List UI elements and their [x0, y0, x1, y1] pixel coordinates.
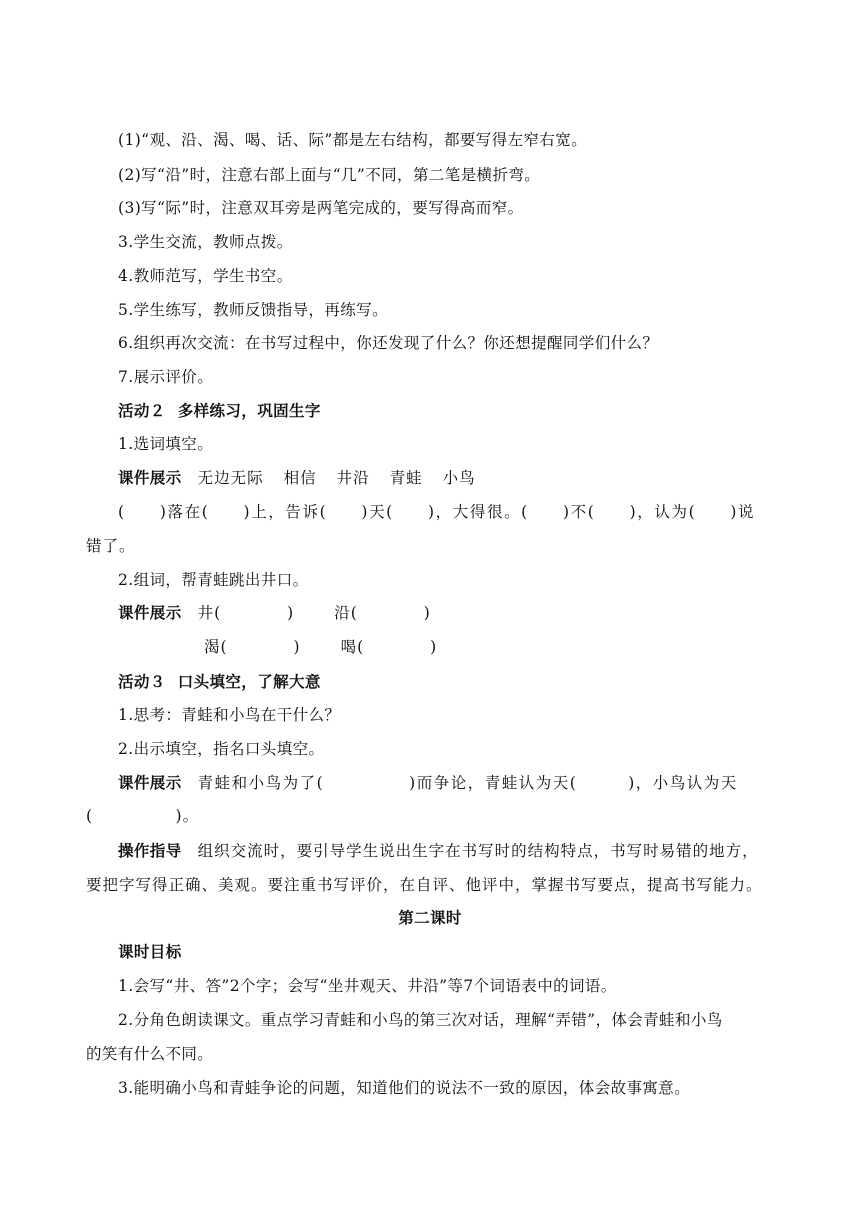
guide-line-2: 要把字写得正确、美观。要注重书写评价，在自评、他评中，掌握书写要点，提高书写能力。 [86, 876, 763, 894]
item-step-4: 4.教师范写，学生书空。 [118, 267, 293, 285]
activity3-heading [118, 672, 321, 692]
activity3-title: 口头填空，了解大意 [177, 673, 321, 691]
word-option: 青蛙 [389, 469, 423, 487]
activity3-label: 活动３ [118, 673, 166, 691]
cloze-line-1: ( )落在( )上，告诉( )天( )，大得很。( )不( )，认为( )说 [118, 503, 756, 521]
char-ke-blank: 渴( ) [204, 638, 301, 656]
activity2-chars-row2 [204, 637, 437, 657]
word-option: 相信 [283, 469, 317, 487]
word-option: 小鸟 [442, 469, 476, 487]
courseware-label: 课件展示 [118, 604, 182, 622]
activity2-heading [118, 401, 321, 421]
activity2-title: 多样练习，巩固生字 [177, 402, 321, 420]
cloze-line-2: 错了。 [86, 537, 136, 555]
item-step-6: 6.组织再次交流：在书写过程中，你还发现了什么？你还想提醒同学们什么？ [118, 334, 659, 352]
lesson2-goal-3: 3.能明确小鸟和青蛙争论的问题，知道他们的说法不一致的原因，体会故事寓意。 [118, 1079, 691, 1097]
guide-text: 组织交流时，要引导学生说出生字在书写时的结构特点，书写时易错的地方， [197, 842, 759, 860]
item-ji-note: (3)写“际”时，注意双耳旁是两笔完成的，要写得高而窄。 [118, 199, 524, 217]
fill-line-1: 青蛙和小鸟为了( )而争论，青蛙认为天( )，小鸟认为天 [197, 774, 738, 792]
activity2-step2: 2.组词，帮青蛙跳出井口。 [118, 571, 309, 589]
char-he-blank: 喝( ) [340, 638, 438, 656]
guide-line-1 [118, 841, 759, 861]
lesson2-goal-2-line2: 的笑有什么不同。 [86, 1045, 214, 1063]
word-option: 无边无际 [197, 469, 264, 487]
item-structure-note: (1)“观、沿、渴、喝、话、际”都是左右结构，都要写得左窄右宽。 [118, 131, 588, 149]
courseware-label: 课件展示 [118, 774, 182, 792]
lesson2-heading: 第二课时 [398, 909, 462, 927]
activity3-step1: 1.思考：青蛙和小鸟在干什么？ [118, 706, 341, 724]
item-step-5: 5.学生练写，教师反馈指导，再练写。 [118, 301, 388, 319]
lesson2-goal-2-line1: 2.分角色朗读课文。重点学习青蛙和小鸟的第三次对话，理解“弄错”，体会青蛙和小鸟 [118, 1011, 723, 1029]
activity3-step2: 2.出示填空，指名口头填空。 [118, 740, 325, 758]
guide-label: 操作指导 [118, 842, 182, 860]
fill-line-2: ( )。 [86, 807, 200, 825]
courseware-label: 课件展示 [118, 469, 182, 487]
char-jing-blank: 井( ) [197, 604, 295, 622]
activity2-courseware-words [118, 468, 476, 488]
lesson2-goals-title: 课时目标 [118, 943, 182, 961]
item-step-7: 7.展示评价。 [118, 368, 214, 386]
activity3-courseware [118, 773, 738, 793]
activity2-step1: 1.选词填空。 [118, 435, 214, 453]
activity2-courseware-chars [118, 603, 431, 623]
char-yan-blank: 沿( ) [334, 604, 431, 622]
lesson2-goal-1: 1.会写“井、答”2个字；会写“坐井观天、井沿”等7个词语表中的词语。 [118, 977, 617, 995]
activity2-label: 活动２ [118, 402, 166, 420]
word-option: 井沿 [336, 469, 370, 487]
item-yan-note: (2)写“沿”时，注意右部上面与“几”不同，第二笔是横折弯。 [118, 166, 541, 184]
item-step-3: 3.学生交流，教师点拨。 [118, 233, 293, 251]
